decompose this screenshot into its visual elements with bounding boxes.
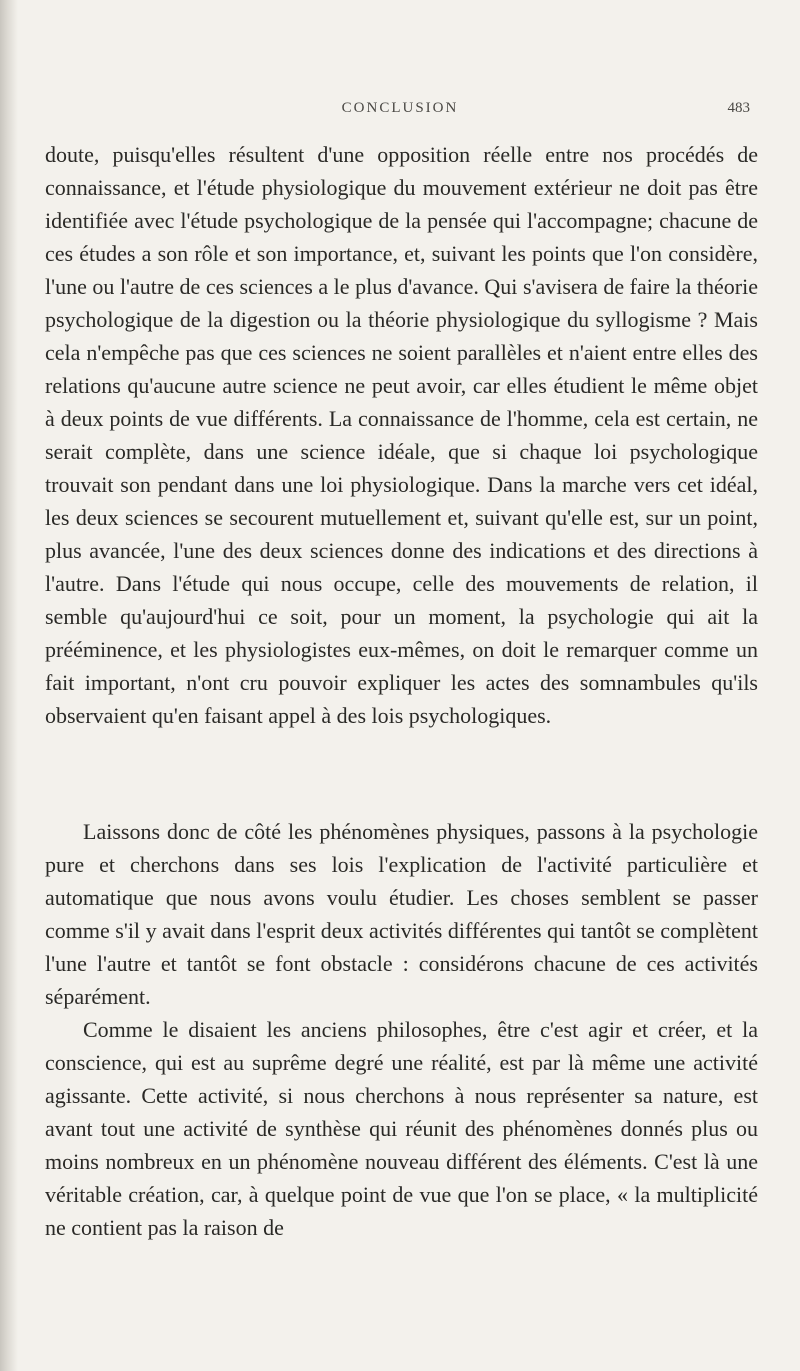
- page-edge-shadow: [0, 0, 18, 1371]
- body-text-top: [45, 138, 758, 732]
- paragraph-opening: doute, puisqu'elles résultent d'une opposition réelle entre nos procédés de connaissance, et l'étude physiologique du mouvement extérieur ne doit pas être identifiée avec l'étude psychologique de la pensée qui l'accompagne; chacune de ces études a son rôle et son importance, et, suivant les points que l'on considère, l'une ou l'autre de ces sciences a le plus d'avance. Qui s'avisera de faire la théorie psychologique de la digestion ou la théorie physiologique du syllogisme ? Mais cela n'empêche pas que ces sciences ne soient parallèles et n'aient entre elles des relations qu'aucune autre science ne peut avoir, car elles étudient le même objet à deux points de vue différents. La connaissance de l'homme, cela est certain, ne serait complète, dans une science idéale, que si chaque loi psychologique trouvait son pendant dans une loi physiologique. Dans la marche vers cet idéal, les deux sciences se secourent mutuellement et, suivant qu'elle est, sur un point, plus avancée, l'une des deux sciences donne des indications et des directions à l'autre. Dans l'étude qui nous occupe, celle des mouvements de relation, il semble qu'aujourd'hui ce soit, pour un moment, la psychologie qui ait la prééminence, et les physiologistes eux-mêmes, on doit le remarquer comme un fait important, n'ont cru pouvoir expliquer les actes des somnambules qu'ils observaient qu'en faisant appel à des lois psychologiques.: [45, 142, 758, 728]
- paragraph-comme: Comme le disaient les anciens philosophes, être c'est agir et créer, et la conscience, qui est au suprême degré une réalité, est par là même une activité agissante. Cette activité, si nous cherchons à nous représenter sa nature, est avant tout une activité de synthèse qui réunit des phénomènes donnés plus ou moins nombreux en un phénomène nouveau différent des éléments. C'est là une véritable création, car, à quelque point de vue que l'on se place, « la multiplicité ne contient pas la raison de: [45, 1017, 758, 1240]
- paragraph-laissons: Laissons donc de côté les phénomènes physiques, passons à la psychologie pure et cherchons dans ses lois l'explication de l'activité particulière et automatique que nous avons voulu étudier. Les choses semblent se passer comme s'il y avait dans l'esprit deux activités différentes qui tantôt se complètent l'une l'autre et tantôt se font obstacle : considérons chacune de ces activités séparément.: [45, 819, 758, 1009]
- page-header: [40, 100, 760, 122]
- running-title: CONCLUSION: [341, 100, 459, 116]
- body-text-bottom: [45, 815, 758, 1244]
- page-number: 483: [727, 100, 750, 116]
